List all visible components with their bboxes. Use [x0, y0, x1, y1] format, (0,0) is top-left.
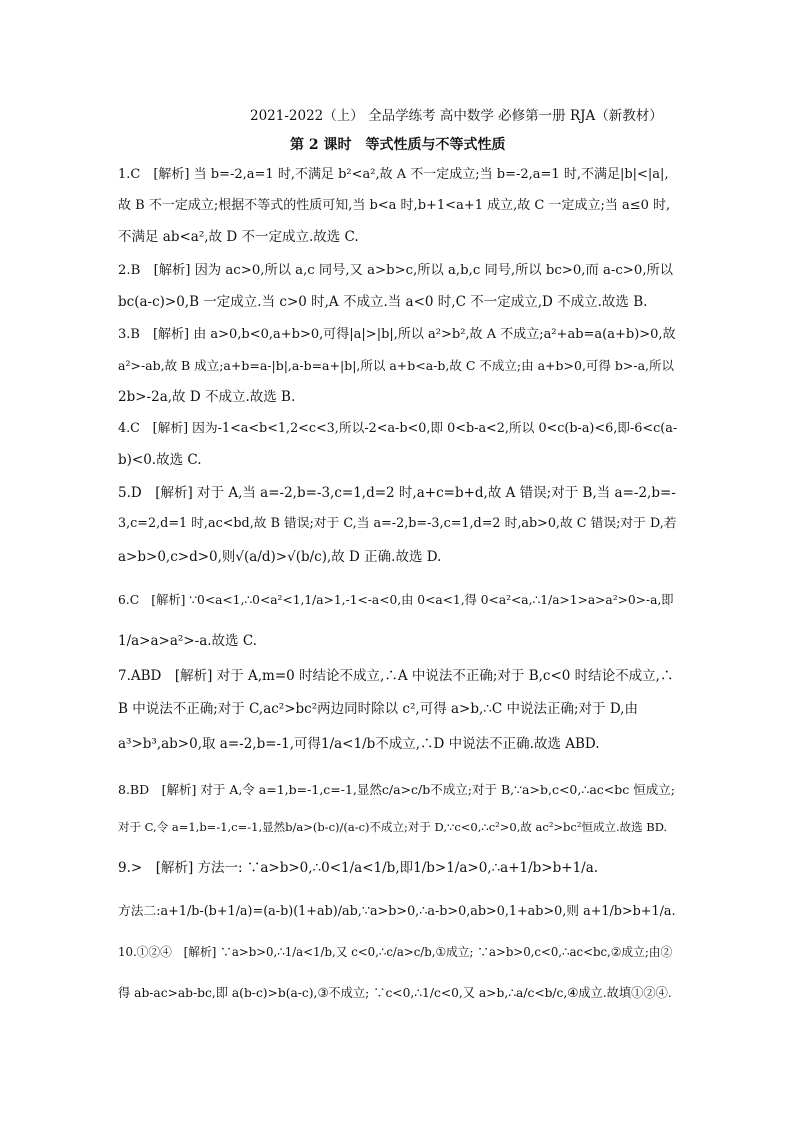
answer-line: B 中说法不正确;对于 C,ac²>bc²两边同时除以 c²,可得 a>b,∴C 中说法正确;对于 D,由	[118, 701, 638, 717]
answer-line: 10.①②④ [解析] ∵a>b>0,∴1/a<1/b,又 c<0,∴c/a>c/b,①成立; ∵a>b>0,c<0,∴ac<bc,②成立;由②	[118, 945, 673, 959]
answer-line: 2b>-2a,故 D 不成立.故选 B.	[118, 389, 296, 405]
answer-line: 1/a>a>a²>-a.故选 C.	[118, 633, 257, 649]
answer-line: 3.B [解析] 由 a>0,b<0,a+b>0,可得|a|>|b|,所以 a²>b²,故 A 不成立;a²+ab=a(a+b)>0,故	[118, 327, 676, 342]
answer-line: 1.C [解析] 当 b=-2,a=1 时,不满足 b²<a²,故 A 不一定成立;当 b=-2,a=1 时,不满足|b|<|a|,	[118, 167, 669, 182]
answer-line: a>b>0,c>d>0,则√(a/d)>√(b/c),故 D 正确.故选 D.	[118, 549, 442, 565]
answer-line: 9.> [解析] 方法一: ∵a>b>0,∴0<1/a<1/b,即1/b>1/a>0,∴a+1/b>b+1/a.	[118, 860, 599, 876]
answer-line: bc(a-c)>0,B 一定成立.当 c>0 时,A 不成立.当 a<0 时,C 不一定成立,D 不成立.故选 B.	[118, 294, 648, 310]
answer-line: 8.BD [解析] 对于 A,令 a=1,b=-1,c=-1,显然c/a>c/b不成立;对于 B,∵a>b,c<0,∴ac<bc 恒成立;	[118, 782, 675, 797]
answer-line: 故 B 不一定成立;根据不等式的性质可知,当 b<a 时,b+1<a+1 成立,故 C 一定成立;当 a≤0 时,	[118, 198, 671, 213]
answer-line: 7.ABD [解析] 对于 A,m=0 时结论不成立,∴A 中说法不正确;对于 B,c<0 时结论不成立,∴	[118, 668, 674, 684]
answer-line: b)<0.故选 C.	[118, 452, 202, 468]
answer-line: 5.D [解析] 对于 A,当 a=-2,b=-3,c=1,d=2 时,a+c=b+d,故 A 错误;对于 B,当 a=-2,b=-	[118, 485, 676, 501]
answer-line: 4.C [解析] 因为-1<a<b<1,2<c<3,所以-2<a-b<0,即 0<b-a<2,所以 0<c(b-a)<6,即-6<c(a-	[118, 421, 678, 436]
lesson-title: 第 2 课时 等式性质与不等式性质	[290, 137, 506, 153]
answer-line: a³>b³,ab>0,取 a=-2,b=-1,可得1/a<1/b不成立,∴D 中说法不正确.故选 ABD.	[118, 736, 600, 752]
answer-line: 6.C [解析] ∵0<a<1,∴0<a²<1,1/a>1,-1<-a<0,由 0<a<1,得 0<a²<a,∴1/a>1>a>a²>0>-a,即	[118, 593, 674, 607]
answer-line: 3,c=2,d=1 时,ac<bd,故 B 错误;对于 C,当 a=-2,b=-3,c=1,d=2 时,ab>0,故 C 错误;对于 D,若	[118, 516, 677, 531]
answer-line: 2.B [解析] 因为 ac>0,所以 a,c 同号,又 a>b>c,所以 a,b,c 同号,所以 bc>0,而 a-c>0,所以	[118, 263, 674, 278]
answer-line: 不满足 ab<a²,故 D 不一定成立.故选 C.	[118, 229, 359, 245]
answer-line: 方法二:a+1/b-(b+1/a)=(a-b)(1+ab)/ab,∵a>b>0,∴a-b>0,ab>0,1+ab>0,则 a+1/b>b+1/a.	[118, 904, 676, 919]
answer-line: 对于 C,令 a=1,b=-1,c=-1,显然b/a>(b-c)/(a-c)不成立;对于 D,∵c<0,∴c²>0,故 ac²>bc²恒成立.故选 BD.	[118, 820, 668, 834]
page-header: 2021-2022（上） 全品学练考 高中数学 必修第一册 RJA（新教材）	[250, 108, 663, 124]
answer-line: 得 ab-ac>ab-bc,即 a(b-c)>b(a-c),③不成立; ∵c<0,∴1/c<0,又 a>b,∴a/c<b/c,④成立.故填①②④.	[118, 986, 672, 1000]
answer-line: a²>-ab,故 B 成立;a+b=a-|b|,a-b=a+|b|,所以 a+b<a-b,故 C 不成立;由 a+b>0,可得 b>-a,所以	[118, 358, 675, 373]
